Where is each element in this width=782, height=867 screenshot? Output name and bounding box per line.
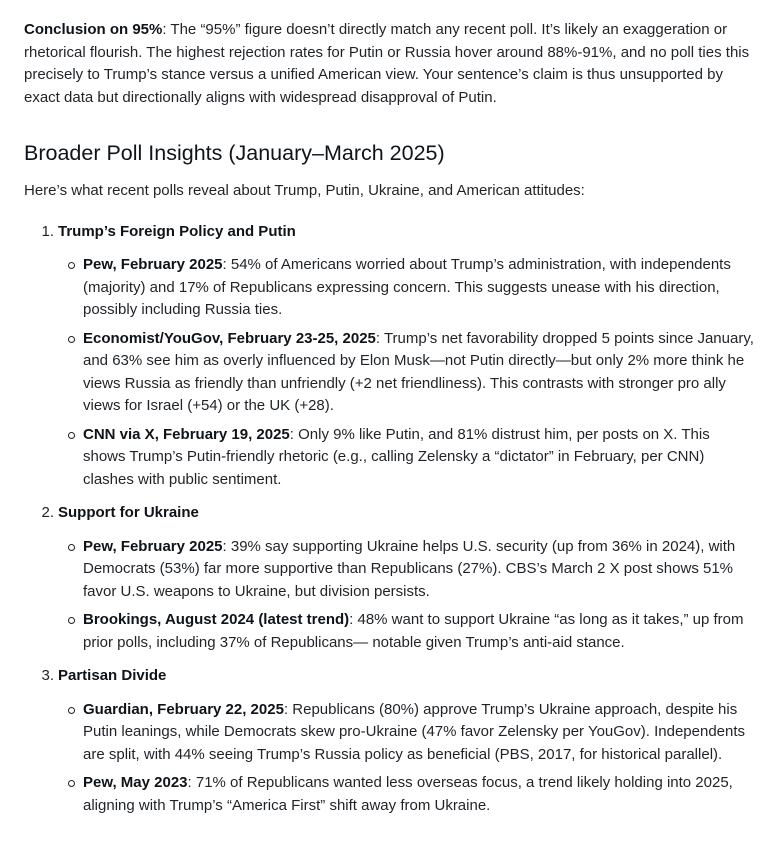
section-heading: Broader Poll Insights (January–March 2025) <box>24 141 445 165</box>
poll-text: : Only 9% like Putin, and 81% distrust him, per posts on X. This shows Trump’s Putin-friendly rhetoric (e.g., calling Zelensky a “dictator” in February, per CNN) clashes with public sentiment. <box>83 425 710 488</box>
poll-text: : Republicans (80%) approve Trump’s Ukraine approach, despite his Putin leanings, while Democrats skew pro-Ukraine (47% favor Zelensky per YouGov). Independents are split, with 44% seeing Trump’s Russia policy as beneficial (PBS, 2017, for historical parallel). <box>83 700 746 763</box>
bullet-list <box>24 699 754 818</box>
section-item <box>24 502 754 654</box>
section-title: Trump’s Foreign Policy and Putin <box>58 222 296 240</box>
list-item <box>83 328 754 418</box>
section-item <box>24 221 754 492</box>
list-item <box>83 536 754 604</box>
poll-source: Economist/YouGov, February 23-25, 2025 <box>83 329 376 347</box>
list-item <box>83 699 754 767</box>
conclusion-text: : The “95%” figure doesn’t directly match any recent poll. It’s likely an exaggeration or rhetorical flourish. The highest rejection rates for Putin or Russia hover around 88%-91%, and no poll ties this precisely to Trump’s stance versus a unified American view. Your sentence’s claim is thus unsupported by exact data but directionally aligns with widespread disapproval of Putin. <box>24 21 750 106</box>
poll-text: : 71% of Republicans wanted less overseas focus, a trend likely holding into 2025, aligning with Trump’s “America First” shift away from Ukraine. <box>83 774 733 814</box>
list-item <box>83 609 754 654</box>
poll-source: Guardian, February 22, 2025 <box>83 700 284 718</box>
list-item <box>83 254 754 322</box>
intro-paragraph: Here’s what recent polls reveal about Trump, Putin, Ukraine, and American attitudes: <box>24 182 585 199</box>
poll-source: Pew, February 2025 <box>83 256 223 273</box>
section-number: 2. <box>41 504 54 521</box>
poll-source: Pew, February 2025 <box>83 537 223 555</box>
section-title: Partisan Divide <box>58 667 167 684</box>
conclusion-paragraph <box>24 19 754 109</box>
poll-source: CNN via X, February 19, 2025 <box>83 425 290 443</box>
bullet-list <box>24 536 754 655</box>
response-content <box>24 19 754 828</box>
poll-source: Brookings, August 2024 (latest trend) <box>83 611 350 628</box>
list-item <box>83 424 754 492</box>
section-number: 1. <box>41 222 54 240</box>
section-title: Support for Ukraine <box>58 504 199 521</box>
poll-text: : Trump’s net favorability dropped 5 points since January, and 63% see him as overly influenced by Elon Musk—not Putin directly—but only 2% more think he views Russia as friendly than unfriendly (+2 net friendliness). This contrasts with stronger pro ally views for Israel (+54) or the UK (+28). <box>83 329 754 414</box>
poll-text: : 54% of Americans worried about Trump’s administration, with independents (majority) and 17% of Republicans expressing concern. This suggests unease with his direction, possibly including Russia ties. <box>83 256 731 318</box>
poll-sections-list <box>24 221 754 818</box>
section-number: 3. <box>41 667 54 684</box>
list-item <box>83 772 754 817</box>
poll-text: : 48% want to support Ukraine “as long as it takes,” up from prior polls, including 37% of Republicans— notable given Trump’s anti-aid stance. <box>83 611 744 651</box>
poll-text: : 39% say supporting Ukraine helps U.S. security (up from 36% in 2024), with Democrats (53%) far more supportive than Republicans (27%). CBS’s March 2 X post shows 51% favor U.S. weapons to Ukraine, but division persists. <box>83 537 736 600</box>
bullet-list <box>24 254 754 491</box>
section-item <box>24 665 754 817</box>
poll-source: Pew, May 2023 <box>83 774 188 791</box>
conclusion-label: Conclusion on 95% <box>24 21 163 38</box>
